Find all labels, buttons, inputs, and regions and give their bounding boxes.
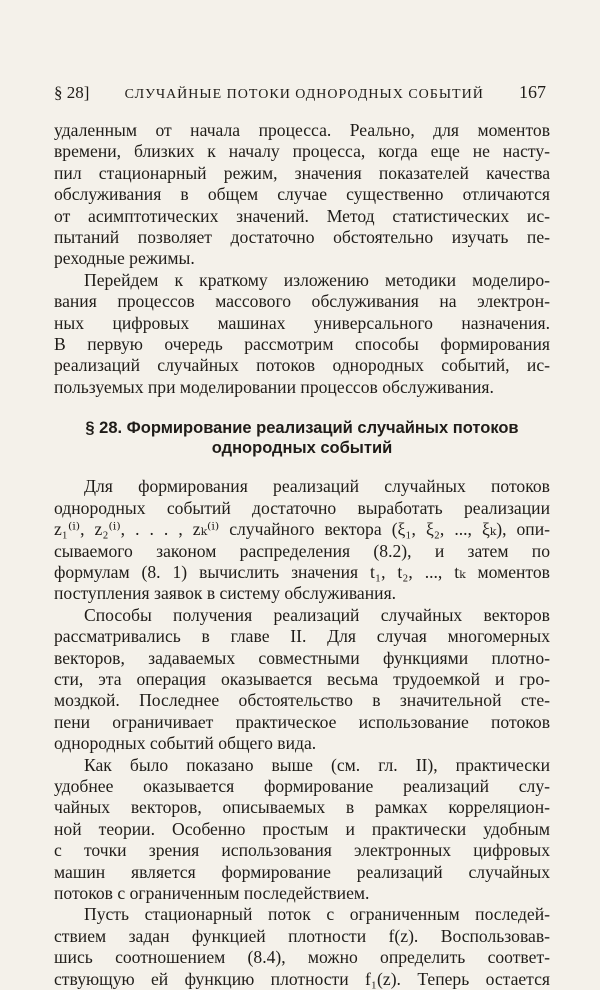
text-line: Способы получения реализаций случайных векторов	[84, 604, 550, 625]
text-line: ных цифровых машинах универсального назначения.	[54, 312, 550, 333]
text-line: шись соотношением (8.4), можно определить соответ-	[54, 947, 550, 968]
page-body	[54, 120, 550, 990]
paragraph	[54, 904, 550, 990]
text-line: поступления заявок в систему обслуживания.	[54, 583, 397, 604]
text-line: Перейдем к краткому изложению методики моделиро-	[84, 269, 550, 290]
text-line: однородных событий достаточно выработать реализации	[54, 497, 550, 518]
heading-line: однородных событий	[211, 439, 393, 458]
running-title: СЛУЧАЙНЫЕ ПОТОКИ ОДНОРОДНЫХ СОБЫТИЙ	[124, 87, 484, 102]
text-line: Как было показано выше (см. гл. II), практически	[84, 754, 550, 775]
page-number: 167	[518, 82, 546, 102]
text-line: Пусть стационарный поток с ограниченным последей-	[84, 904, 550, 925]
section-marker: § 28]	[54, 83, 90, 102]
text-line: ствием задан функцией плотности f(z). Воспользовав-	[54, 925, 550, 946]
text-line: сываемого законом распределения (8.2), и затем по	[54, 540, 550, 561]
text-line: потоков с ограниченным последействием.	[54, 883, 370, 903]
text-line: рассматривались в главе II. Для случая многомерных	[54, 626, 550, 647]
text-line: пользуемых при моделировании процессов обслуживания.	[54, 376, 494, 397]
text-line: реходные режимы.	[54, 248, 195, 269]
paragraph	[54, 120, 550, 270]
text-line: векторов, задаваемых совместными функциями плотно-	[54, 647, 550, 668]
paragraph	[54, 270, 550, 398]
text-line: ной теории. Особенно простым и практически удобным	[54, 818, 550, 839]
text-line: обслуживания в общем случае существенно отличаются	[54, 184, 550, 205]
text-line: пытаний позволяет достаточно обстоятельно изучать пе-	[54, 227, 550, 248]
text-line: вания процессов массового обслуживания на электрон-	[54, 291, 550, 312]
text-line: моздкой. Последнее обстоятельство в значительной сте-	[54, 690, 550, 711]
paragraph	[54, 605, 550, 755]
text-line: Для формирования реализаций случайных потоков	[84, 476, 550, 497]
text-line: пени ограничивает практическое использование потоков	[54, 711, 550, 732]
text-line: с точки зрения использования электронных цифровых	[54, 840, 550, 861]
text-line: чайных векторов, описываемых в рамках корреляцион-	[54, 797, 550, 818]
text-line: удобнее оказывается формирование реализаций слу-	[54, 775, 550, 796]
text-line: сти, эта операция оказывается весьма трудоемкой и гро-	[54, 668, 550, 689]
section-heading	[54, 418, 550, 458]
text-line: от асимптотических значений. Метод статистических ис-	[54, 205, 550, 226]
text-line: пил стационарный режим, значения показателей качества	[54, 162, 550, 183]
text-line: реализаций случайных потоков однородных событий, ис-	[54, 355, 550, 376]
text-line: однородных событий общего вида.	[54, 733, 317, 754]
heading-line: § 28. Формирование реализаций случайных потоков	[85, 419, 519, 438]
text-line: В первую очередь рассмотрим способы формирования	[54, 334, 550, 355]
running-head	[54, 82, 546, 103]
paragraph	[54, 476, 550, 604]
text-line: машин является формирование реализаций случайных	[54, 861, 550, 882]
text-line: формулам (8. 1) вычислить значения t₁, t₂, ..., tₖ моментов	[54, 561, 550, 582]
text-line: ствующую ей функцию плотности f₁(z). Теперь остается	[54, 968, 550, 989]
text-line: z₁⁽ⁱ⁾, z₂⁽ⁱ⁾, . . . , zₖ⁽ⁱ⁾ случайного вектора (ξ₁, ξ₂, ..., ξₖ), опи-	[54, 519, 550, 540]
paragraph	[54, 755, 550, 905]
text-line: удаленным от начала процесса. Реально, для моментов	[54, 120, 550, 140]
text-line: времени, близких к началу процесса, когда еще не насту-	[54, 141, 550, 162]
